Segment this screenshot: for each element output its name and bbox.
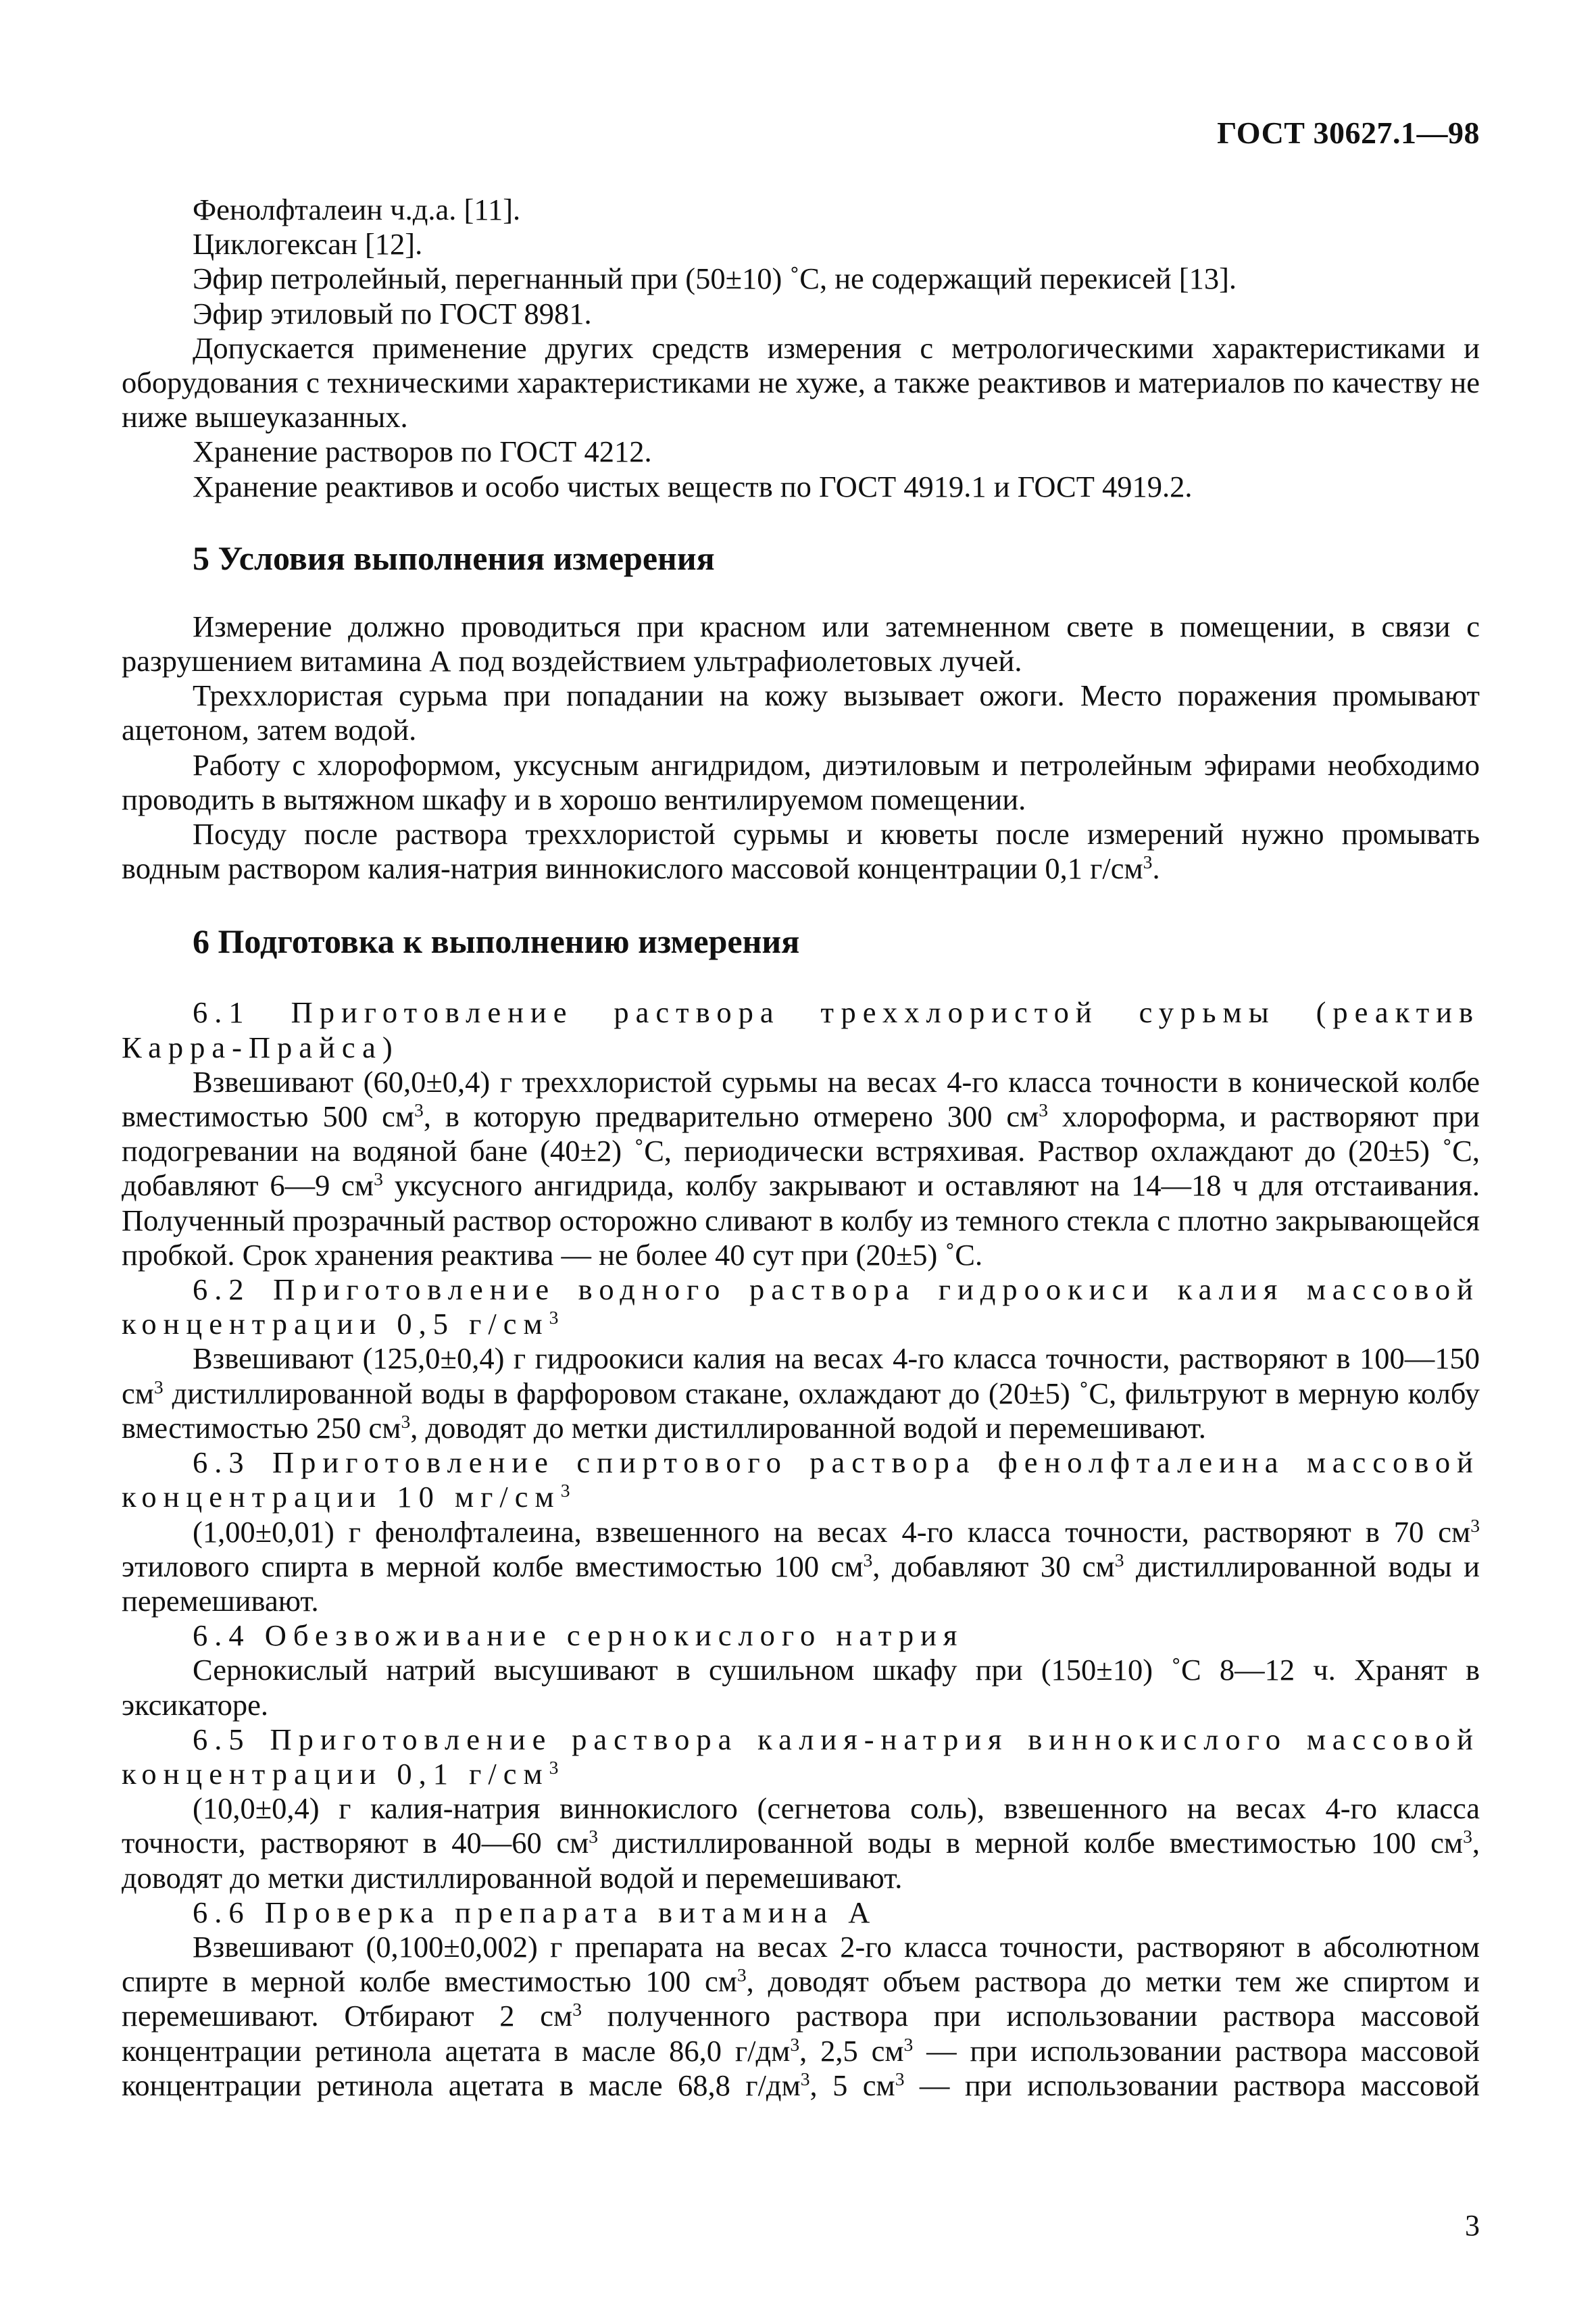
section-5-paragraph: Посуду после раствора треххлористой сурьмы и кюветы после измерений нужно промывать водным раствором калия-натрия виннокислого массовой концентрации 0,1 $г/см^3$. — [122, 817, 1480, 886]
intro-paragraph: Эфир петролейный, перегнанный при (50±10) ˚С, не содержащий перекисей [13]. — [193, 262, 1237, 296]
subsection-6-5-title: 6.5 Приготовление раствора калия-натрия виннокислого массовой концентрации 0,1 $г/см^3$ — [122, 1722, 1480, 1791]
page-body — [122, 193, 1480, 2103]
subsection-6-6-title: 6.6 Проверка препарата витамина А — [193, 1895, 877, 1929]
subsection-6-2-title: 6.2 Приготовление водного раствора гидроокиси калия массовой концентрации 0,5 $г/см^3$ — [122, 1272, 1480, 1341]
subsection-6-1-text: Взвешивают (60,0±0,4) г треххлористой сурьмы на весах 4-го класса точности в конической колбе вместимостью 500 $см^3$, в которую предварительно отмерено 300 $см^3$ хлороформа, и растворяют при подогревании на водяной бане (40±2) ˚С, периодически встряхивая. Раствор охлаждают до (20±5) ˚С, добавляют 6—9 $см^3$ уксусного ангидрида, колбу закрывают и оставляют на 14—18 ч для отстаивания. Полученный прозрачный раствор осторожно сливают в колбу из темного стекла с плотно закрывающейся пробкой. Срок хранения реактива — не более 40 сут при (20±5) ˚С. — [122, 1064, 1480, 1272]
subsection-6-3-title: 6.3 Приготовление спиртового раствора фенолфталеина массовой концентрации 10 $мг/см^3$ — [122, 1445, 1480, 1514]
subsection-6-6-text: Взвешивают (0,100±0,002) г препарата на весах 2-го класса точности, растворяют в абсолютном спирте в мерной колбе вместимостью 100 $см^3$, доводят объем раствора до метки тем же спиртом и перемешивают. Отбирают 2 $см^3$ полученного раствора при использовании раствора массовой концентрации ретинола ацетата в масле 86,0 $г/дм^3$, 2,5 $см^3$ — при использовании раствора массовой концентрации ретинола ацетата в масле 68,8 $г/дм^3$, 5 $см^3$ — при использовании раствора массовой — [122, 1929, 1480, 2102]
superscript: 3 — [1143, 851, 1153, 873]
subsection-6-1-title: 6.1 Приготовление раствора треххлористой сурьмы (реактив Карра-Прайса) — [122, 995, 1480, 1064]
document-page — [122, 0, 1480, 2315]
intro-paragraph: Эфир этиловый по ГОСТ 8981. — [193, 296, 592, 330]
document-code-header: ГОСТ 30627.1—98 — [1217, 116, 1480, 150]
subsection-6-4-text: Сернокислый натрий высушивают в сушильном шкафу при (150±10) ˚С 8—12 ч. Хранят в эксикаторе. — [122, 1653, 1480, 1722]
subsection-6-3-text: (1,00±0,01) г фенолфталеина, взвешенного на весах 4-го класса точности, растворяют в 70 $см^3$ этилового спирта в мерной колбе вместимостью 100 $см^3$, добавляют 30 $см^3$ дистиллированной воды и перемешивают. — [122, 1514, 1480, 1618]
subsection-6-5-text: (10,0±0,4) г калия-натрия виннокислого (сегнетова соль), взвешенного на весах 4-го класса точности, растворяют в 40—60 $см^3$ дистиллированной воды в мерной колбе вместимостью 100 $см^3$, доводят до метки дистиллированной водой и перемешивают. — [122, 1791, 1480, 1895]
page-number: 3 — [1465, 2209, 1480, 2242]
intro-paragraph: Фенолфталеин ч.д.а. [11]. — [193, 193, 521, 226]
section-5-heading: 5 Условия выполнения измерения — [193, 539, 715, 577]
intro-paragraph: Циклогексан [12]. — [193, 227, 423, 262]
section-5-paragraph: Треххлористая сурьма при попадании на кожу вызывает ожоги. Место поражения промывают ацетоном, затем водой. — [122, 678, 1480, 747]
section-6-heading: 6 Подготовка к выполнению измерения — [193, 922, 800, 961]
section-5-paragraph: Измерение должно проводиться при красном или затемненном свете в помещении, в связи с разрушением витамина А под воздействием ультрафиолетовых лучей. — [122, 609, 1480, 678]
subsection-6-2-text: Взвешивают (125,0±0,4) г гидроокиси калия на весах 4-го класса точности, растворяют в 100—150 $см^3$ дистиллированной воды в фарфоровом стакане, охлаждают до (20±5) ˚С, фильтруют в мерную колбу вместимостью 250 $см^3$, доводят до метки дистиллированной водой и перемешивают. — [122, 1341, 1480, 1445]
section-5-paragraph: Работу с хлороформом, уксусным ангидридом, диэтиловым и петролейным эфирами необходимо проводить в вытяжном шкафу и в хорошо вентилируемом помещении. — [122, 747, 1480, 816]
subsection-6-4-title: 6.4 Обезвоживание сернокислого натрия — [193, 1618, 964, 1653]
intro-paragraph: Хранение растворов по ГОСТ 4212. — [193, 434, 652, 469]
intro-paragraph: Допускается применение других средств измерения с метрологическими характеристиками и оборудования с техническими характеристиками не хуже, а также реактивов и материалов по качеству не ниже вышеуказанных. — [122, 330, 1480, 434]
intro-paragraph: Хранение реактивов и особо чистых веществ по ГОСТ 4919.1 и ГОСТ 4919.2. — [193, 469, 1193, 503]
